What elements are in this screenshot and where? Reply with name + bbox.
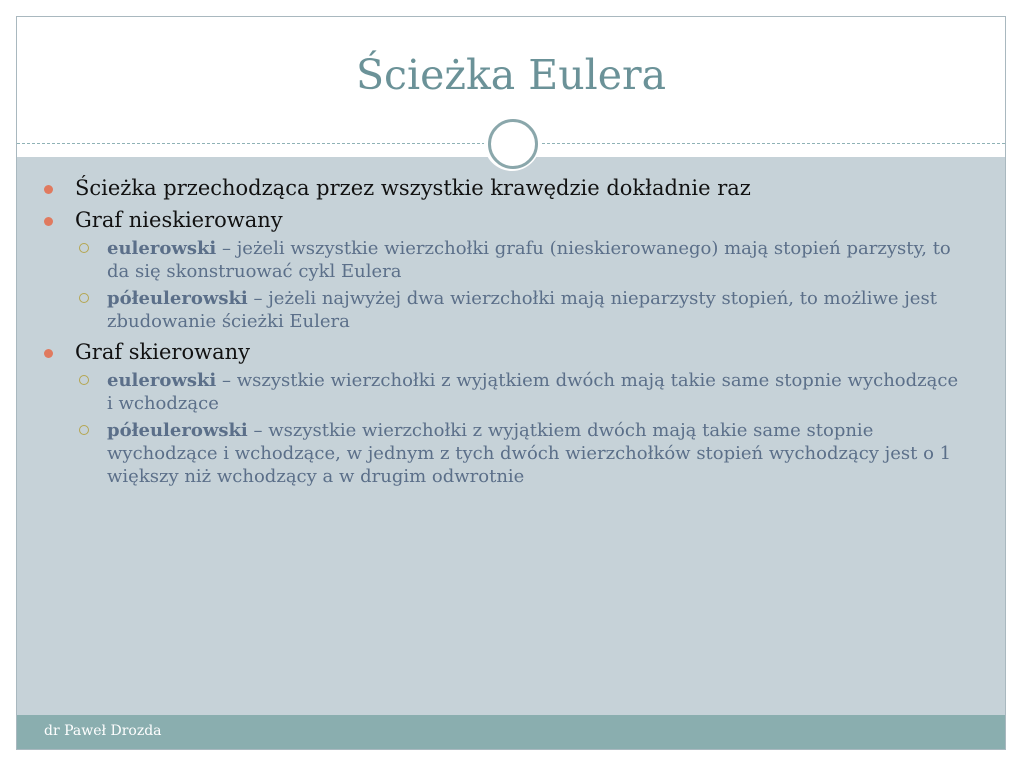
footer-author: dr Paweł Drozda: [44, 723, 162, 739]
sub-bullet-item: [17, 369, 1005, 415]
bullet-item: [17, 337, 1005, 367]
bullet-dot-icon: [44, 185, 53, 194]
sub-bullet-item: [17, 287, 1005, 333]
sub-bullet-description: – jeżeli wszystkie wierzchołki grafu (nieskierowanego) mają stopień parzysty, to da się skonstruować cykl Eulera: [107, 238, 951, 282]
sub-bullet-item: [17, 237, 1005, 283]
divider-ring-icon: [488, 119, 538, 169]
bullet-text: Graf skierowany: [75, 340, 250, 364]
bullet-text: Ścieżka przechodząca przez wszystkie krawędzie dokładnie raz: [75, 176, 751, 200]
bullet-ring-icon: [79, 425, 89, 435]
bullet-text: Graf nieskierowany: [75, 208, 283, 232]
bullet-list: [17, 173, 1005, 492]
bullet-ring-icon: [79, 243, 89, 253]
sub-bullet-term: półeulerowski: [107, 420, 248, 441]
bullet-dot-icon: [44, 349, 53, 358]
sub-bullet-description: – jeżeli najwyżej dwa wierzchołki mają nieparzysty stopień, to możliwe jest zbudowanie ścieżki Eulera: [107, 288, 937, 332]
bullet-dot-icon: [44, 217, 53, 226]
bullet-item: [17, 205, 1005, 235]
sub-bullet-description: – wszystkie wierzchołki z wyjątkiem dwóch mają takie same stopnie wychodzące i wchodzące: [107, 370, 959, 414]
sub-bullet-term: eulerowski: [107, 238, 217, 259]
slide-frame: [16, 16, 1006, 750]
sub-bullet-item: [17, 419, 1005, 488]
bullet-ring-icon: [79, 293, 89, 303]
sub-bullet-term: półeulerowski: [107, 288, 248, 309]
bullet-item: [17, 173, 1005, 203]
slide-title: Ścieżka Eulera: [355, 51, 667, 99]
sub-bullet-term: eulerowski: [107, 370, 217, 391]
footer-bar: [17, 715, 1005, 749]
bullet-ring-icon: [79, 375, 89, 385]
sub-bullet-description: – wszystkie wierzchołki z wyjątkiem dwóch mają takie same stopnie wychodzące i wchodzące, w jednym z tych dwóch wierzchołków stopień wychodzący jest o 1 większy niż wchodzący a w drugim odwrotnie: [107, 420, 952, 487]
